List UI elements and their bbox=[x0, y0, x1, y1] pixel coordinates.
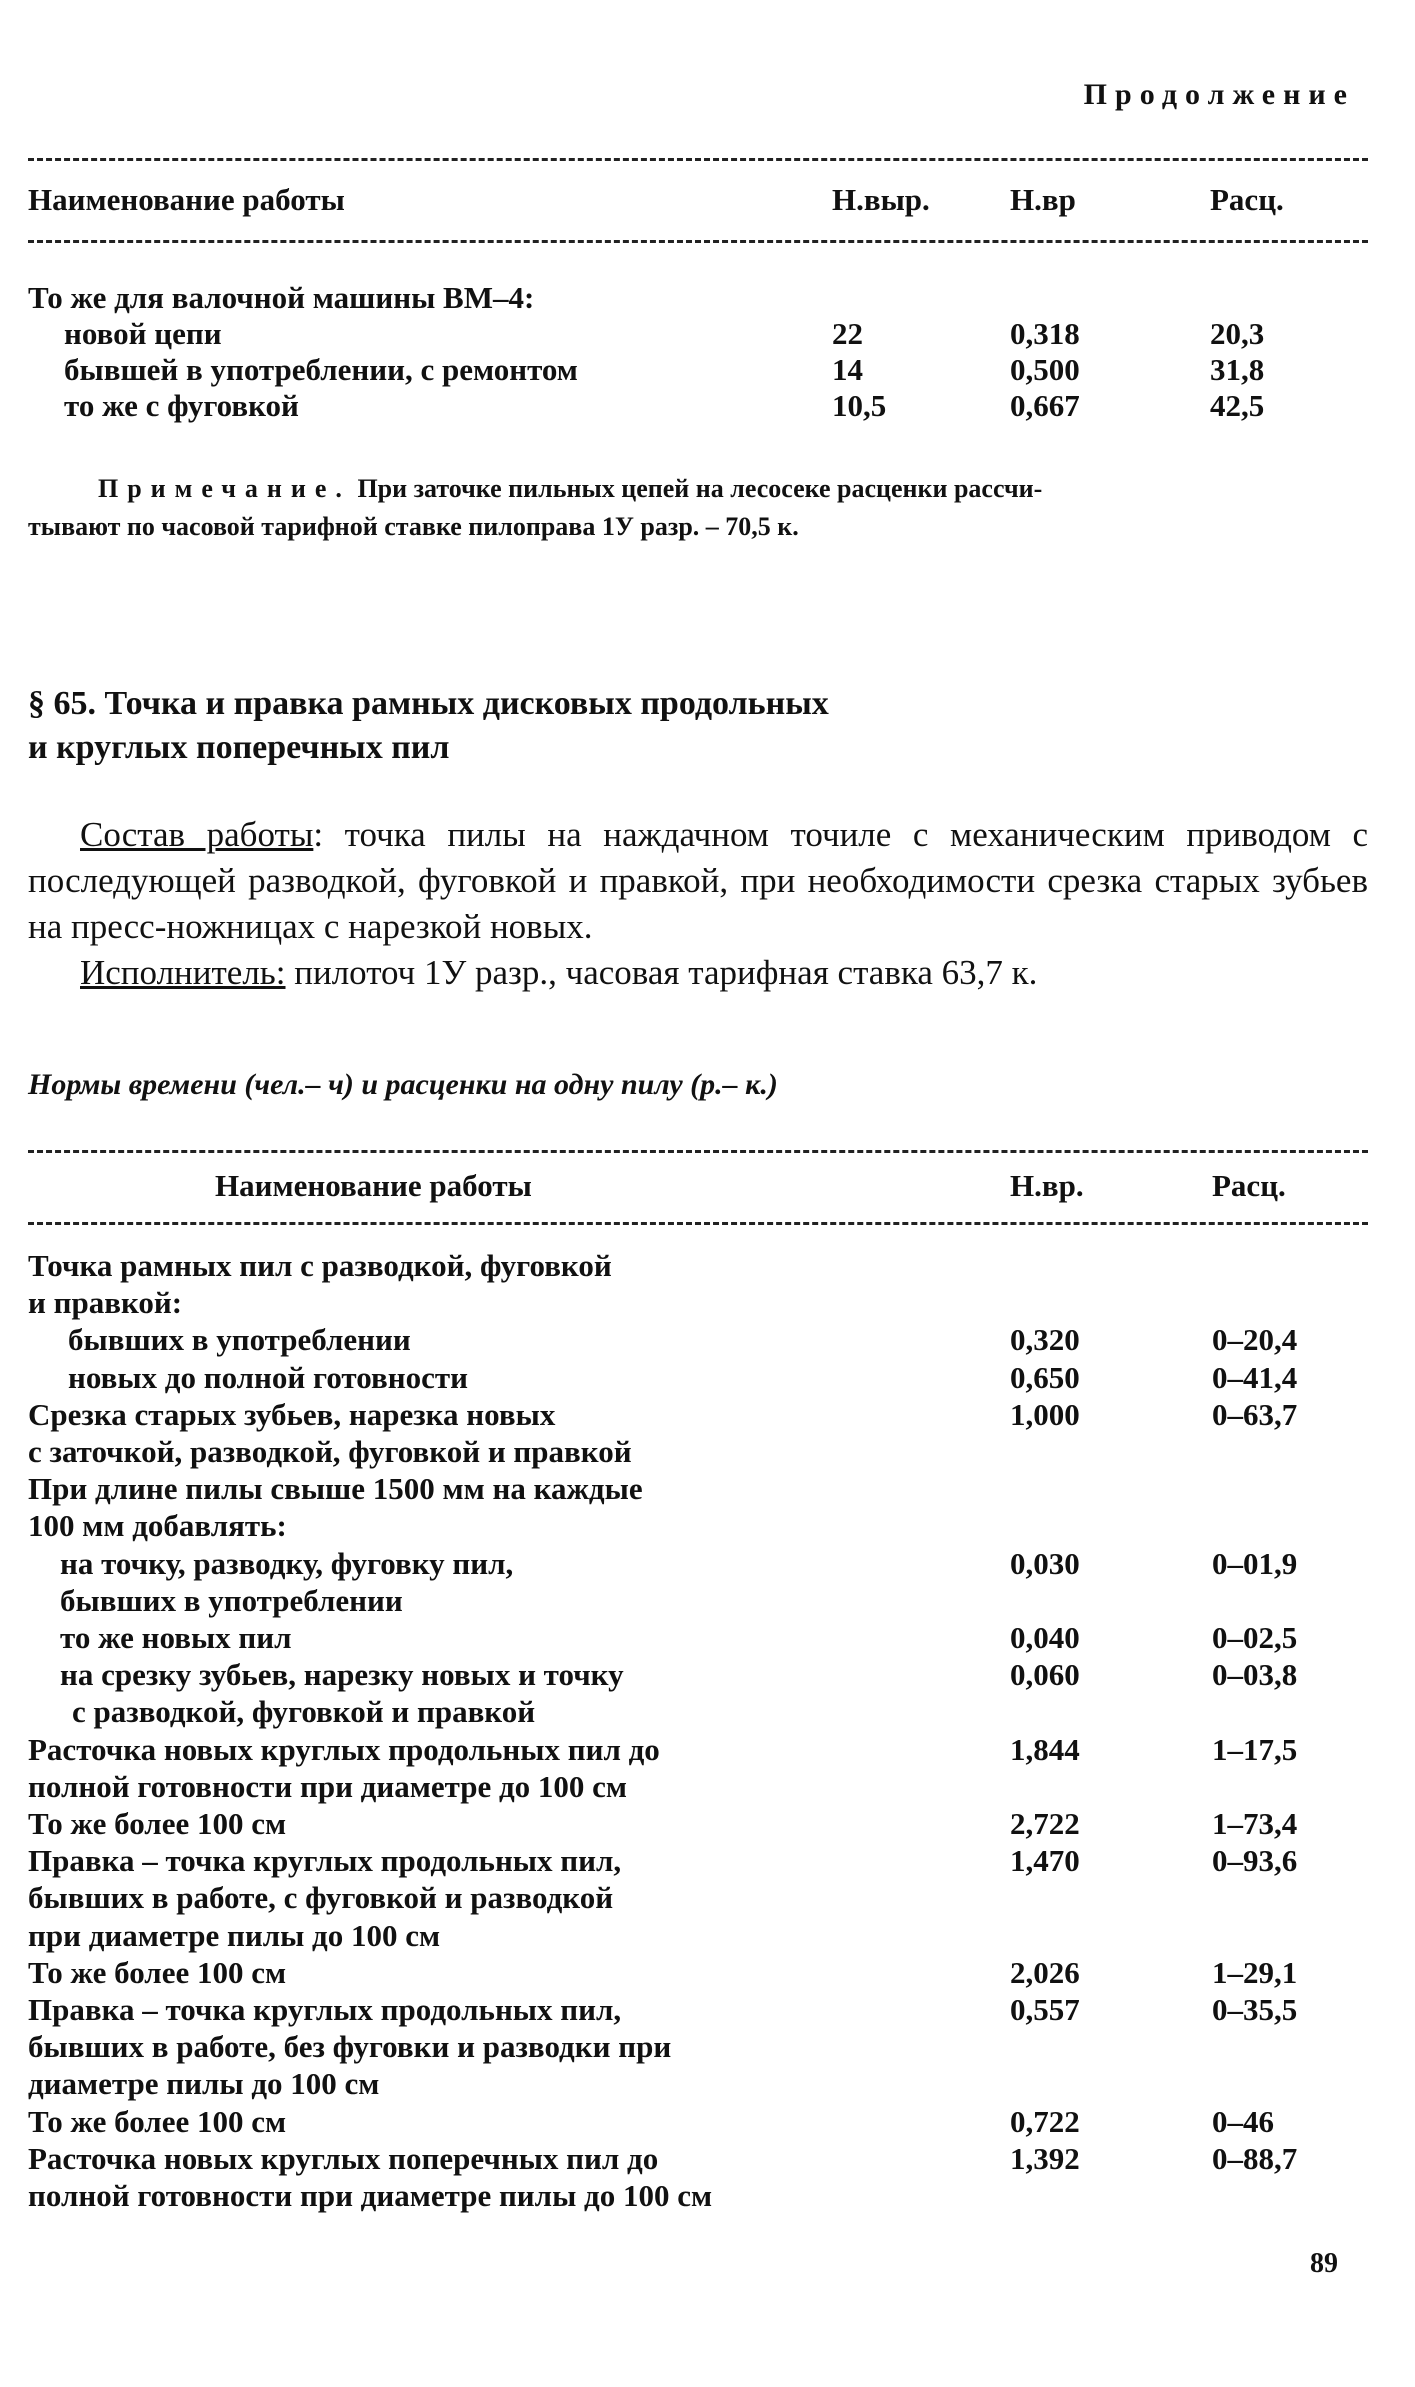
note bbox=[28, 470, 1368, 546]
table2-cell-nvr: 0,557 bbox=[1010, 1992, 1080, 2027]
table2-cell-nvr: 0,030 bbox=[1010, 1545, 1080, 1581]
table2-cell-rate: 0–46 bbox=[1212, 2103, 1274, 2139]
table2-cell-name: То же более 100 см bbox=[28, 1954, 287, 1990]
table2-cell-name: на срезку зубьев, нарезку новых и точку bbox=[60, 1657, 624, 1693]
table2-cell-name: на точку, разводку, фуговку пил, bbox=[60, 1545, 514, 1581]
table2-cell-rate: 1–73,4 bbox=[1212, 1806, 1298, 1841]
table2-cell-name: Точка рамных пил с разводкой, фуговкой bbox=[28, 1248, 612, 1283]
table1-cell-name: То же для валочной машины ВМ–4: bbox=[28, 280, 535, 315]
table2-cell-name: Расточка новых круглых продольных пил до bbox=[28, 1731, 660, 1767]
table2-cell-nvr: 2,026 bbox=[1010, 1954, 1080, 1990]
note-label: Примечание. bbox=[98, 474, 351, 503]
table2-header-name: Наименование работы bbox=[215, 1168, 532, 1203]
table2-cell-name: то же новых пил bbox=[60, 1620, 292, 1655]
table1-cell-nvr: 0,500 bbox=[1010, 352, 1080, 387]
executor-line bbox=[28, 950, 1368, 996]
table2-cell-nvr: 1,392 bbox=[1010, 2140, 1080, 2176]
table2-cell-rate: 0–03,8 bbox=[1212, 1657, 1298, 1693]
table2-cell-name: бывших в работе, с фуговкой и разводкой bbox=[28, 1880, 614, 1916]
table2-cell-nvr: 1,000 bbox=[1010, 1396, 1080, 1432]
table2-cell-name: новых до полной готовности bbox=[68, 1359, 468, 1395]
table1-cell-name: бывшей в употреблении, с ремонтом bbox=[64, 352, 578, 387]
table2-cell-name: То же более 100 см bbox=[28, 2103, 287, 2139]
table2-cell-rate: 0–35,5 bbox=[1212, 1992, 1298, 2027]
table1-top-rule bbox=[28, 158, 1368, 161]
table2-cell-nvr: 0,650 bbox=[1010, 1359, 1080, 1395]
table2-header-nvr: Н.вр. bbox=[1010, 1168, 1084, 1203]
table1-cell-nvyr: 14 bbox=[832, 352, 863, 387]
section-title-line1: § 65. Точка и правка рамных дисковых продольных bbox=[28, 685, 829, 722]
table1-header-nvr: Н.вр bbox=[1010, 182, 1076, 217]
table2-cell-name: 100 мм добавлять: bbox=[28, 1508, 287, 1544]
table2-cell-name: Срезка старых зубьев, нарезка новых bbox=[28, 1396, 556, 1432]
table2-cell-name: полной готовности при диаметре до 100 см bbox=[28, 1768, 628, 1804]
table2-header-rule bbox=[28, 1222, 1368, 1225]
table1-header-rate: Расц. bbox=[1210, 182, 1284, 217]
table2-cell-name: бывших в употреблении bbox=[60, 1582, 403, 1618]
table2-cell-nvr: 1,470 bbox=[1010, 1843, 1080, 1879]
table2-cell-name: То же более 100 см bbox=[28, 1806, 287, 1841]
work-composition bbox=[28, 812, 1368, 996]
table2-cell-rate: 0–20,4 bbox=[1212, 1322, 1298, 1358]
table1-header-rule bbox=[28, 240, 1368, 243]
table1-cell-rate: 31,8 bbox=[1210, 352, 1265, 387]
table2-cell-name: Расточка новых круглых поперечных пил до bbox=[28, 2140, 659, 2176]
note-line2: тывают по часовой тарифной ставке пилоправа 1У разр. – 70,5 к. bbox=[28, 512, 799, 541]
table2-cell-rate: 1–29,1 bbox=[1212, 1954, 1298, 1990]
page-number: 89 bbox=[1310, 2248, 1338, 2279]
table2-cell-rate: 0–88,7 bbox=[1212, 2140, 1298, 2176]
table2-cell-nvr: 0,060 bbox=[1010, 1657, 1080, 1693]
table2-cell-rate: 0–02,5 bbox=[1212, 1620, 1298, 1655]
table2-cell-rate: 0–93,6 bbox=[1212, 1843, 1298, 1879]
table1-cell-rate: 42,5 bbox=[1210, 388, 1265, 423]
table2-cell-name: бывших в употреблении bbox=[68, 1322, 411, 1358]
table1-header-nvyr: Н.выр. bbox=[832, 182, 930, 217]
table2-cell-nvr: 0,722 bbox=[1010, 2103, 1080, 2139]
table2-cell-nvr: 1,844 bbox=[1010, 1731, 1080, 1767]
table2-cell-name: и правкой: bbox=[28, 1285, 183, 1321]
table2-cell-name: с заточкой, разводкой, фуговкой и правкой bbox=[28, 1434, 632, 1469]
table1-cell-nvr: 0,667 bbox=[1010, 388, 1080, 423]
executor-text: пилоточ 1У разр., часовая тарифная ставка 63,7 к. bbox=[285, 953, 1038, 992]
executor-label: Исполнитель: bbox=[80, 953, 286, 992]
table2-cell-nvr: 0,320 bbox=[1010, 1322, 1080, 1358]
table1-header-name: Наименование работы bbox=[28, 182, 345, 217]
composition-label: Состав работы bbox=[80, 815, 314, 854]
table2-cell-nvr: 2,722 bbox=[1010, 1806, 1080, 1841]
table2-cell-name: диаметре пилы до 100 см bbox=[28, 2066, 380, 2102]
table2-cell-name: с разводкой, фуговкой и правкой bbox=[72, 1694, 536, 1730]
table2-cell-nvr: 0,040 bbox=[1010, 1620, 1080, 1655]
table1-cell-nvr: 0,318 bbox=[1010, 316, 1080, 351]
table2-cell-rate: 0–63,7 bbox=[1212, 1396, 1298, 1432]
table2-cell-rate: 0–01,9 bbox=[1212, 1545, 1298, 1581]
table1-cell-name: то же с фуговкой bbox=[64, 388, 299, 423]
table2-header-rate: Расц. bbox=[1212, 1168, 1286, 1203]
table1-cell-rate: 20,3 bbox=[1210, 316, 1265, 351]
composition-text: : точка пилы на наждачном точиле с механическим приводом с последующей разводкой, фуговкой и правкой, при необходимости срезка старых зубьев на пресс-ножницах с нарезкой новых. bbox=[28, 815, 1369, 946]
note-line1: При заточке пильных цепей на лесосеке расценки рассчи- bbox=[357, 474, 1043, 503]
table2-cell-name: при диаметре пилы до 100 см bbox=[28, 1917, 441, 1953]
norms-caption: Нормы времени (чел.– ч) и расценки на одну пилу (р.– к.) bbox=[28, 1068, 778, 1101]
table1-cell-nvyr: 10,5 bbox=[832, 388, 887, 423]
table2-cell-name: Правка – точка круглых продольных пил, bbox=[28, 1992, 622, 2027]
table1-cell-name: новой цепи bbox=[64, 316, 222, 351]
table2-cell-name: При длине пилы свыше 1500 мм на каждые bbox=[28, 1471, 643, 1507]
table2-cell-name: бывших в работе, без фуговки и разводки при bbox=[28, 2029, 672, 2065]
continuation-label: Продолжение bbox=[1083, 78, 1355, 111]
table2-cell-name: Правка – точка круглых продольных пил, bbox=[28, 1843, 622, 1879]
table2-cell-rate: 1–17,5 bbox=[1212, 1731, 1298, 1767]
section-title-line2: и круглых поперечных пил bbox=[28, 729, 450, 766]
table2-cell-name: полной готовности при диаметре пилы до 100 см bbox=[28, 2178, 713, 2213]
table2-cell-rate: 0–41,4 bbox=[1212, 1359, 1298, 1395]
section-title bbox=[28, 682, 1368, 770]
table2-top-rule bbox=[28, 1150, 1368, 1153]
table1-cell-nvyr: 22 bbox=[832, 316, 863, 351]
